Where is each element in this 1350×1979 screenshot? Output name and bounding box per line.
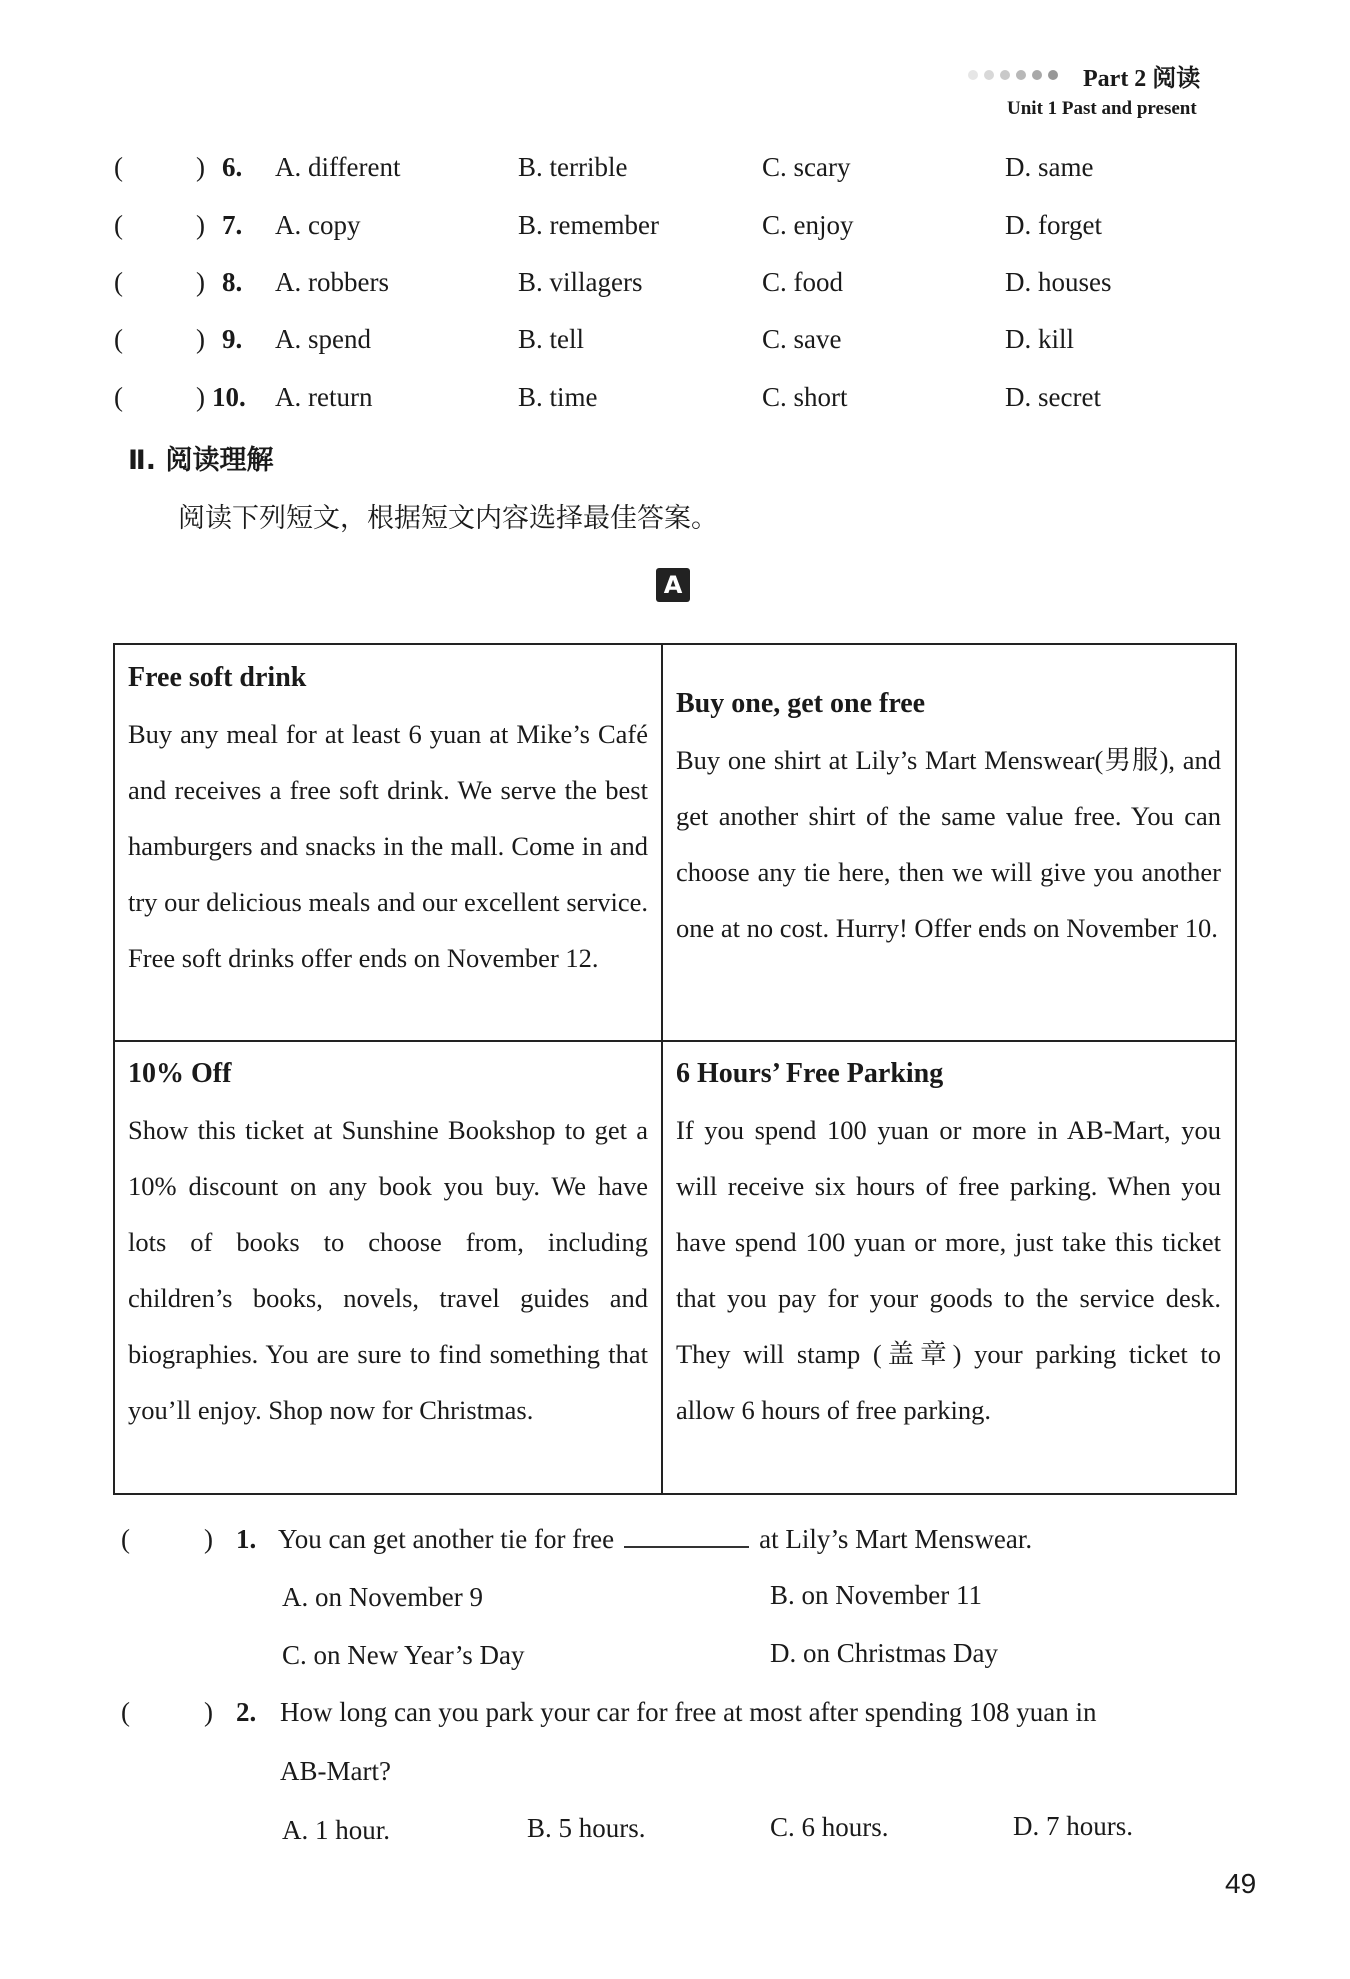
answer-bracket-left[interactable]: ( <box>114 210 123 240</box>
cloze-item <box>0 382 1350 422</box>
option-d: D. same <box>1005 152 1094 182</box>
cloze-item <box>0 267 1350 307</box>
question-stem-continued: AB-Mart? <box>280 1756 391 1786</box>
page-number: 49 <box>1225 1868 1257 1899</box>
option-a: A. on November 9 <box>282 1582 483 1612</box>
ad-cell <box>676 676 1221 956</box>
answer-bracket-left[interactable]: ( <box>121 1524 130 1554</box>
ad-title: 10% Off <box>128 1058 232 1089</box>
table-divider-horizontal <box>115 1040 1235 1042</box>
option-d: D. forget <box>1005 210 1102 240</box>
dot-icon <box>984 70 994 80</box>
question-stem: You can get another tie for free <box>278 1524 615 1554</box>
question-number: 2. <box>236 1697 257 1727</box>
option-a: A. spend <box>275 324 371 354</box>
answer-bracket-left[interactable]: ( <box>114 267 123 297</box>
answer-bracket-left[interactable]: ( <box>121 1697 130 1727</box>
option-b: B. on November 11 <box>770 1580 982 1610</box>
answer-blank <box>624 1546 749 1548</box>
option-c: C. save <box>762 324 842 354</box>
answer-bracket-left[interactable]: ( <box>114 152 123 182</box>
option-d: D. kill <box>1005 324 1075 354</box>
answer-bracket-right[interactable]: ) <box>196 382 205 412</box>
option-c: C. short <box>762 382 848 412</box>
answer-bracket-left[interactable]: ( <box>114 324 123 354</box>
ad-cell <box>128 1046 648 1438</box>
option-c: C. 6 hours. <box>770 1812 889 1842</box>
item-number: 8. <box>222 267 243 297</box>
question-number: 1. <box>236 1524 257 1554</box>
cloze-item <box>0 324 1350 364</box>
cloze-item <box>0 152 1350 192</box>
ad-body: Buy one shirt at Lily’s Mart Menswear(男服), and get another shirt of the same value free. You can choose any tie here, then we will give you another one at no cost. Hurry! Offer ends on November 10. <box>676 745 1221 943</box>
ad-cell <box>128 650 648 986</box>
option-b: B. villagers <box>518 267 643 297</box>
section-title: Ⅱ. 阅读理解 <box>128 445 274 476</box>
option-b: B. time <box>518 382 598 412</box>
answer-bracket-left[interactable]: ( <box>114 382 123 412</box>
option-d: D. secret <box>1005 382 1101 412</box>
option-a: A. different <box>275 152 401 182</box>
option-d: D. houses <box>1005 267 1112 297</box>
option-c: C. scary <box>762 152 851 182</box>
question-stem: How long can you park your car for free at most after spending 108 yuan in <box>280 1697 1097 1727</box>
option-a: A. return <box>275 382 373 412</box>
option-d: D. on Christmas Day <box>770 1638 998 1668</box>
ad-body: Buy any meal for at least 6 yuan at Mike’s Café and receives a free soft drink. We serve the best hamburgers and snacks in the mall. Come in and try our delicious meals and our excellent service. Free soft drinks offer ends on November 12. <box>128 719 648 973</box>
header-unit-title: Unit 1 Past and present <box>1007 98 1197 119</box>
cloze-item <box>0 210 1350 250</box>
passage-label: A <box>656 568 690 602</box>
option-c: C. on New Year’s Day <box>282 1640 525 1670</box>
item-number: 10. <box>212 382 246 412</box>
option-b: B. terrible <box>518 152 628 182</box>
ad-cell <box>676 1046 1221 1438</box>
dot-icon <box>1016 70 1026 80</box>
item-number: 6. <box>222 152 243 182</box>
ads-table <box>113 643 1237 1495</box>
item-number: 7. <box>222 210 243 240</box>
option-d: D. 7 hours. <box>1013 1811 1133 1841</box>
option-a: A. copy <box>275 210 361 240</box>
answer-bracket-right[interactable]: ) <box>196 152 205 182</box>
ad-title: Free soft drink <box>128 662 307 693</box>
table-divider-vertical <box>661 645 663 1493</box>
dot-icon <box>1048 70 1058 80</box>
dot-icon <box>1000 70 1010 80</box>
section-instruction: 阅读下列短文，根据短文内容选择最佳答案。 <box>178 503 718 534</box>
option-c: C. food <box>762 267 843 297</box>
ad-title: Buy one, get one free <box>676 688 926 719</box>
ad-body: Show this ticket at Sunshine Bookshop to get a 10% discount on any book you buy. We have lots of books to choose from, including children’s books, novels, travel guides and biographies. You are sure to find something that you’ll enjoy. Shop now for Christmas. <box>128 1115 648 1425</box>
option-b: B. remember <box>518 210 659 240</box>
answer-bracket-right[interactable]: ) <box>196 210 205 240</box>
option-a: A. 1 hour. <box>282 1815 390 1845</box>
ad-title: 6 Hours’ Free Parking <box>676 1058 944 1089</box>
ad-body: If you spend 100 yuan or more in AB-Mart, you will receive six hours of free parking. When you have spend 100 yuan or more, just take this ticket that you pay for your goods to the service desk. They will stamp (盖章) your parking ticket to allow 6 hours of free parking. <box>676 1115 1221 1425</box>
option-b: B. 5 hours. <box>527 1813 646 1843</box>
header-part-title: Part 2 阅读 <box>1083 66 1201 92</box>
dot-icon <box>1032 70 1042 80</box>
answer-bracket-right[interactable]: ) <box>196 324 205 354</box>
answer-bracket-right[interactable]: ) <box>204 1697 213 1727</box>
answer-bracket-right[interactable]: ) <box>196 267 205 297</box>
header-decoration-dots <box>968 70 1058 80</box>
question-stem-end: at Lily’s Mart Menswear. <box>759 1524 1033 1554</box>
option-c: C. enjoy <box>762 210 854 240</box>
dot-icon <box>968 70 978 80</box>
option-b: B. tell <box>518 324 584 354</box>
answer-bracket-right[interactable]: ) <box>204 1524 213 1554</box>
option-a: A. robbers <box>275 267 389 297</box>
item-number: 9. <box>222 324 243 354</box>
